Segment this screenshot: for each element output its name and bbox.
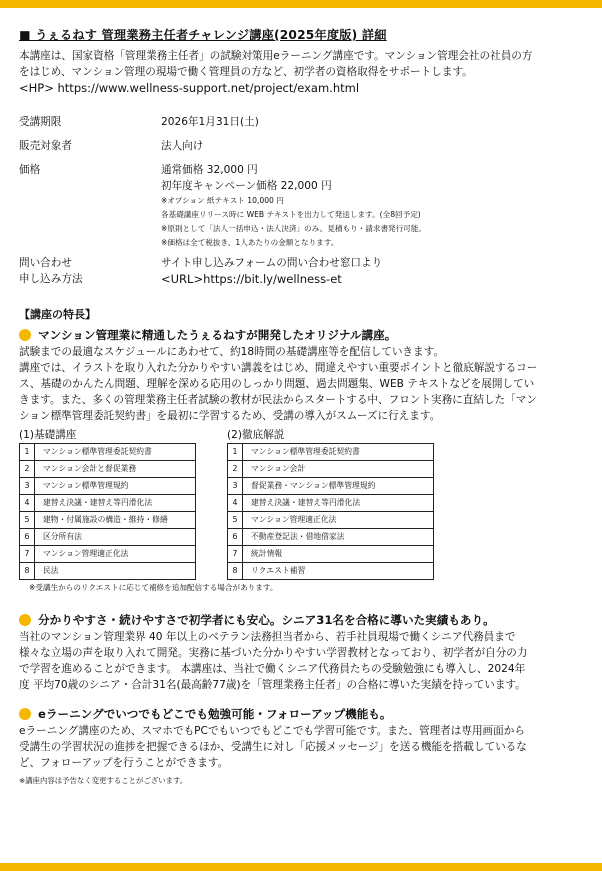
table-note: ※受講生からのリクエストに応じて補修を追加配信する場合があります。 xyxy=(29,583,278,592)
table-row xyxy=(20,478,196,495)
info-label: 申し込み方法 xyxy=(19,273,83,285)
feature-heading-1: マンション管理業に精通したうぇるねすが開発したオリジナル講座。 xyxy=(19,326,585,344)
document-body xyxy=(19,26,585,787)
row-number: 7 xyxy=(20,546,35,563)
table-row xyxy=(228,512,434,529)
row-title: 建物・付属施設の構造・維持・修繕 xyxy=(35,512,196,529)
info-label: 販売対象者 xyxy=(19,140,72,152)
table-row xyxy=(20,512,196,529)
info-row-target xyxy=(19,138,585,154)
table-caption: (1)基礎講座 xyxy=(19,429,77,441)
row-title: マンション標準管理委託契約書 xyxy=(243,444,434,461)
table-row xyxy=(20,461,196,478)
feature-heading-2: 分かりやすさ・続けやすさで初学者にも安心。シニア31名を合格に導いた実績もあり。 xyxy=(19,611,585,629)
bullet-dot-icon xyxy=(19,329,31,341)
info-label: 価格 xyxy=(19,164,41,176)
row-title: マンション標準管理委託契約書 xyxy=(35,444,196,461)
table-row xyxy=(228,495,434,512)
apply-link[interactable]: <URL>https://bit.ly/wellness-et xyxy=(161,272,342,286)
row-number: 4 xyxy=(20,495,35,512)
top-accent-bar xyxy=(0,0,602,8)
feature-body-line: 当社のマンション管理業界 40 年以上のベテラン法務担当者から、若手社員現場で働くシニア代務員まで xyxy=(19,631,516,643)
feature-body-line: 様々な立場の声を取り入れて開発。実務に基づいた分かりやすい学習教材となっており、初学者が自分の力 xyxy=(19,647,528,659)
row-title: マンション会計と督促業務 xyxy=(35,461,196,478)
table-row xyxy=(20,529,196,546)
detail-course-table xyxy=(227,443,434,580)
bullet-dot-icon xyxy=(19,708,31,720)
feature-body-line: で学習を進めることができます。 本講座は、当社で働くシニア代務員たちの受験勉強にも導入し、2024年 xyxy=(19,663,526,675)
row-title: 区分所有法 xyxy=(35,529,196,546)
row-title: 督促業務・マンション標準管理規約 xyxy=(243,478,434,495)
features-heading: 【講座の特長】 xyxy=(19,308,96,321)
feature-body-line: 度 平均70歳のシニア・合計31名(最高齢77歳)を「管理業務主任者」の合格に導いた実績を持っています。 xyxy=(19,679,526,691)
row-number: 5 xyxy=(228,512,243,529)
row-title: 建替え決議・建替え等円滑化法 xyxy=(35,495,196,512)
info-label: 受講期限 xyxy=(19,116,62,128)
table-caption: (2)徹底解説 xyxy=(227,429,285,441)
table-row xyxy=(228,478,434,495)
info-value: 法人向け xyxy=(161,140,204,152)
feature-body-line: ス、基礎のかんたん問題、理解を深める応用のしっかり問題、過去問題集、WEB テキストなどを展開してい xyxy=(19,378,535,390)
row-title: 建替え決議・建替え等円滑化法 xyxy=(243,495,434,512)
table-row xyxy=(228,461,434,478)
row-number: 1 xyxy=(20,444,35,461)
row-number: 4 xyxy=(228,495,243,512)
price-note: 各基礎講座リリース時に WEB テキストを出力して発送します。(全8回予定) xyxy=(161,210,421,219)
intro-line: をはじめ、マンション管理の現場で働く管理員の方など、初学者の資格取得をサポートします。 xyxy=(19,66,473,78)
row-title: マンション管理適正化法 xyxy=(35,546,196,563)
row-number: 3 xyxy=(228,478,243,495)
bottom-accent-bar xyxy=(0,863,602,871)
feature-body-line: ど、フォローアップを行うことができます。 xyxy=(19,757,229,769)
info-row-price xyxy=(19,162,585,250)
info-row-contact xyxy=(19,255,585,287)
feature-body-line: eラーニング講座のため、スマホでもPCでもいつでもどこでも学習可能です。また、管理者は専用画面から xyxy=(19,725,525,737)
row-number: 6 xyxy=(228,529,243,546)
detail-course xyxy=(227,427,434,580)
row-title: 不動産登記法・借地借家法 xyxy=(243,529,434,546)
hp-link[interactable]: <HP> https://www.wellness-support.net/project/exam.html xyxy=(19,81,360,95)
page-title: ■ うぇるねす 管理業務主任者チャレンジ講座(2025年度版) 詳細 xyxy=(19,28,387,42)
row-number: 8 xyxy=(228,563,243,580)
row-title: 民法 xyxy=(35,563,196,580)
row-title: マンション会計 xyxy=(243,461,434,478)
feature-body-line: ション標準管理委託契約書」を最初に学習するため、受講の導入がスムーズに行えます。 xyxy=(19,410,441,422)
row-number: 1 xyxy=(228,444,243,461)
price-note: ※原則として「法人一括申込・法人決済」のみ。見積もり・請求書発行可能。 xyxy=(161,224,427,233)
feature-body-line: 試験までの最適なスケジュールにあわせて、約18時間の基礎講座等を配信していきます。 xyxy=(19,346,444,358)
row-title: リクエスト補習 xyxy=(243,563,434,580)
row-number: 2 xyxy=(228,461,243,478)
table-row xyxy=(228,529,434,546)
basic-course xyxy=(19,427,196,580)
feature-body-line: 講座では、イラストを取り入れた分かりやすい講義をはじめ、間違えやすい重要ポイントと徹底解説するコー xyxy=(19,362,538,374)
table-row xyxy=(20,563,196,580)
bullet-dot-icon xyxy=(19,614,31,626)
basic-course-table xyxy=(19,443,196,580)
row-title: 統計情報 xyxy=(243,546,434,563)
row-number: 7 xyxy=(228,546,243,563)
row-title: マンション管理適正化法 xyxy=(243,512,434,529)
price-campaign: 初年度キャンペーン価格 22,000 円 xyxy=(161,180,332,192)
course-info xyxy=(19,114,585,287)
table-row xyxy=(228,444,434,461)
table-row xyxy=(20,444,196,461)
intro-line: 本講座は、国家資格「管理業務主任者」の試験対策用eラーニング講座です。マンション管理会社の社員の方 xyxy=(19,50,533,62)
price-note: ※オプション 紙テキスト 10,000 円 xyxy=(161,196,284,205)
row-number: 5 xyxy=(20,512,35,529)
row-number: 2 xyxy=(20,461,35,478)
feature-body-line: 受講生の学習状況の進捗を把握できるほか、受講生に対し「応援メッセージ」を送る機能を搭載しているな xyxy=(19,741,527,753)
table-row xyxy=(228,546,434,563)
row-number: 3 xyxy=(20,478,35,495)
info-value: サイト申し込みフォームの問い合わせ窓口より xyxy=(161,257,383,269)
row-number: 6 xyxy=(20,529,35,546)
table-row xyxy=(228,563,434,580)
feature-heading-3: eラーニングでいつでもどこでも勉強可能・フォローアップ機能も。 xyxy=(19,705,585,723)
table-row xyxy=(20,546,196,563)
price-note: ※価格は全て税抜き、1人あたりの金額となります。 xyxy=(161,238,339,247)
table-row xyxy=(20,495,196,512)
info-label: 問い合わせ xyxy=(19,257,72,269)
curriculum-tables xyxy=(19,427,585,580)
info-row-period xyxy=(19,114,585,130)
price-regular: 通常価格 32,000 円 xyxy=(161,164,258,176)
info-value: 2026年1月31日(土) xyxy=(161,116,259,128)
row-number: 8 xyxy=(20,563,35,580)
feature-body-line: きます。また、多くの管理業務主任者試験の教材が民法からスタートする中、フロント実務に直結した「マン xyxy=(19,394,537,406)
footnote: ※講座内容は予告なく変更することがございます。 xyxy=(19,776,188,785)
row-title: マンション標準管理規約 xyxy=(35,478,196,495)
